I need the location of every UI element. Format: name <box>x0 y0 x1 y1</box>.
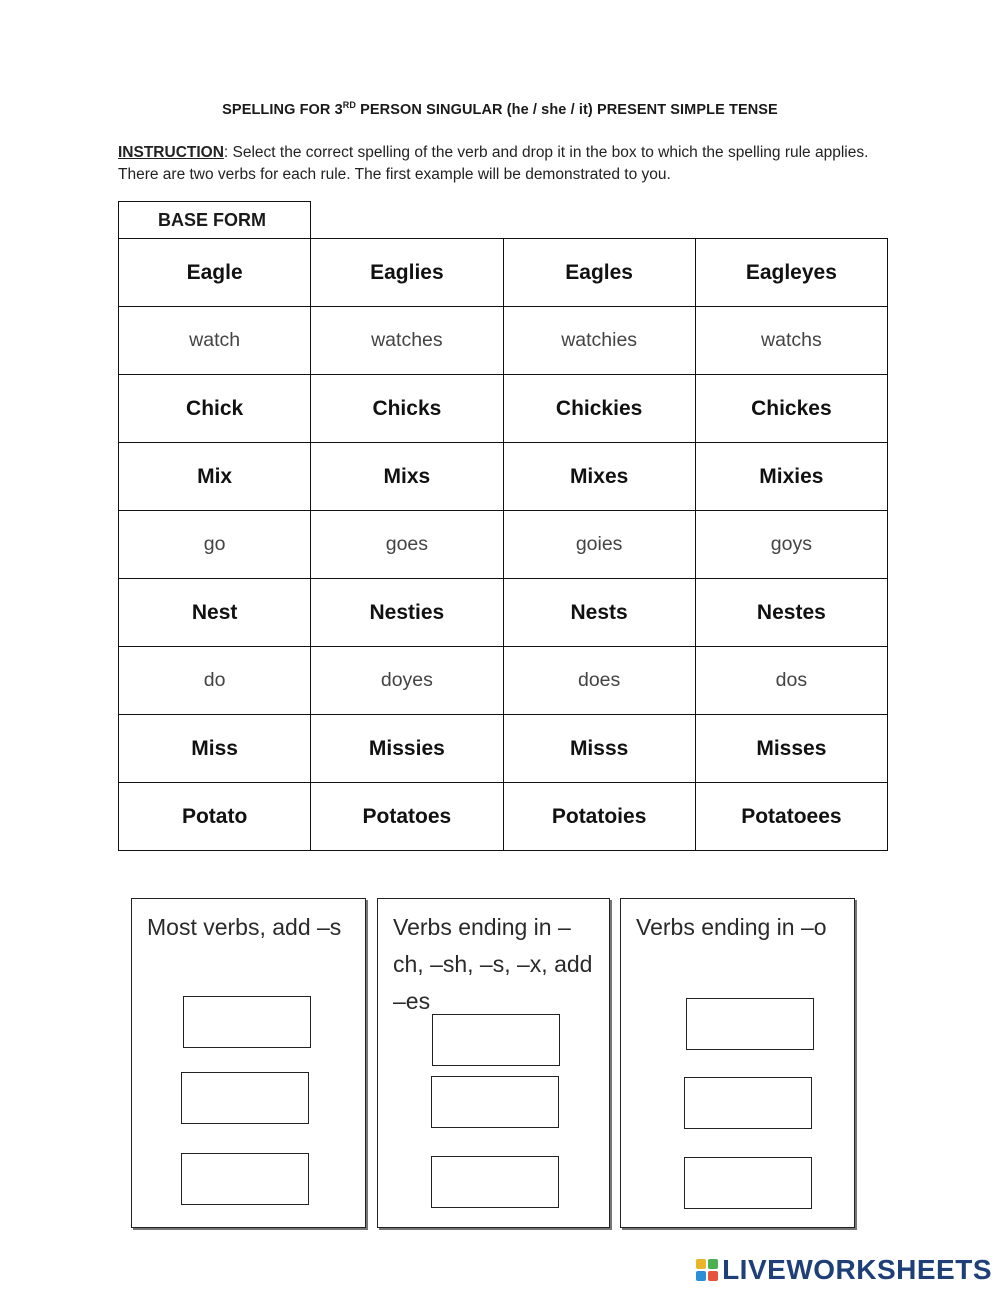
drop-box[interactable] <box>431 1076 559 1128</box>
logo-text: LIVEWORKSHEETS <box>722 1254 992 1285</box>
drop-box[interactable] <box>684 1077 812 1129</box>
verb-choice[interactable]: watchs <box>695 307 887 375</box>
worksheet-title: SPELLING FOR 3RD PERSON SINGULAR (he / she / it) PRESENT SIMPLE TENSE <box>222 100 778 118</box>
verb-choice[interactable]: Misses <box>695 715 887 783</box>
verb-row <box>119 647 888 715</box>
verb-choice[interactable]: Chicks <box>311 375 503 443</box>
logo-cube <box>696 1271 706 1281</box>
verb-choice[interactable]: Nestes <box>695 579 887 647</box>
drop-box[interactable] <box>181 1072 309 1124</box>
verb-row <box>119 579 888 647</box>
verb-choice[interactable]: Eaglies <box>311 239 503 307</box>
drop-box[interactable] <box>431 1156 559 1208</box>
base-form-cell: Mix <box>119 443 311 511</box>
verb-choice[interactable]: Eagles <box>503 239 695 307</box>
base-form-cell: do <box>119 647 311 715</box>
rule-box-add-s <box>131 898 366 1228</box>
verb-options-table <box>118 238 888 851</box>
verb-row <box>119 239 888 307</box>
verb-choice[interactable]: Chickies <box>503 375 695 443</box>
verb-choice[interactable]: Mixs <box>311 443 503 511</box>
verb-choice[interactable]: dos <box>695 647 887 715</box>
verb-choice[interactable]: Potatoees <box>695 783 887 851</box>
drop-box[interactable] <box>684 1157 812 1209</box>
verb-row <box>119 511 888 579</box>
verb-row <box>119 375 888 443</box>
rule-box-ending-o <box>620 898 855 1228</box>
verb-choice[interactable]: Missies <box>311 715 503 783</box>
verb-choice[interactable]: watchies <box>503 307 695 375</box>
logo-cubes-icon <box>696 1259 718 1281</box>
verb-row <box>119 783 888 851</box>
liveworksheets-logo <box>696 1254 992 1286</box>
base-form-cell: Nest <box>119 579 311 647</box>
verb-row <box>119 715 888 783</box>
logo-cube <box>708 1271 718 1281</box>
verb-choice[interactable]: Potatoies <box>503 783 695 851</box>
verb-choice[interactable]: Nesties <box>311 579 503 647</box>
verb-row <box>119 307 888 375</box>
base-form-cell: Miss <box>119 715 311 783</box>
drop-box[interactable] <box>432 1014 560 1066</box>
verb-row <box>119 443 888 511</box>
base-form-cell: Eagle <box>119 239 311 307</box>
verb-choice[interactable]: goes <box>311 511 503 579</box>
drop-box[interactable] <box>686 998 814 1050</box>
base-form-header: BASE FORM <box>118 201 311 238</box>
verb-choice[interactable]: Mixies <box>695 443 887 511</box>
rule-title-add-es: Verbs ending in –ch, –sh, –s, –x, add –es <box>393 914 593 1014</box>
base-form-cell: Chick <box>119 375 311 443</box>
verb-choice[interactable]: Misss <box>503 715 695 783</box>
base-form-cell: Potato <box>119 783 311 851</box>
rule-title-add-s: Most verbs, add –s <box>147 914 342 940</box>
base-form-cell: go <box>119 511 311 579</box>
base-form-cell: watch <box>119 307 311 375</box>
verb-choice[interactable]: goys <box>695 511 887 579</box>
logo-cube <box>708 1259 718 1269</box>
instruction-label: INSTRUCTION <box>118 144 224 161</box>
verb-choice[interactable]: doyes <box>311 647 503 715</box>
verb-choice[interactable]: watches <box>311 307 503 375</box>
drop-box[interactable] <box>181 1153 309 1205</box>
rule-box-add-es <box>377 898 610 1228</box>
instructions <box>118 142 878 186</box>
instruction-text: : Select the correct spelling of the verb and drop it in the box to which the spelling rule applies. There are two verbs for each rule. The first example will be demonstrated to you. <box>118 144 869 183</box>
drop-box[interactable] <box>183 996 311 1048</box>
verb-choice[interactable]: Mixes <box>503 443 695 511</box>
rule-title-ending-o: Verbs ending in –o <box>636 914 827 940</box>
verb-choice[interactable]: Eagleyes <box>695 239 887 307</box>
verb-choice[interactable]: Nests <box>503 579 695 647</box>
logo-cube <box>696 1259 706 1269</box>
verb-choice[interactable]: Chickes <box>695 375 887 443</box>
verb-choice[interactable]: does <box>503 647 695 715</box>
verb-choice[interactable]: Potatoes <box>311 783 503 851</box>
verb-choice[interactable]: goies <box>503 511 695 579</box>
